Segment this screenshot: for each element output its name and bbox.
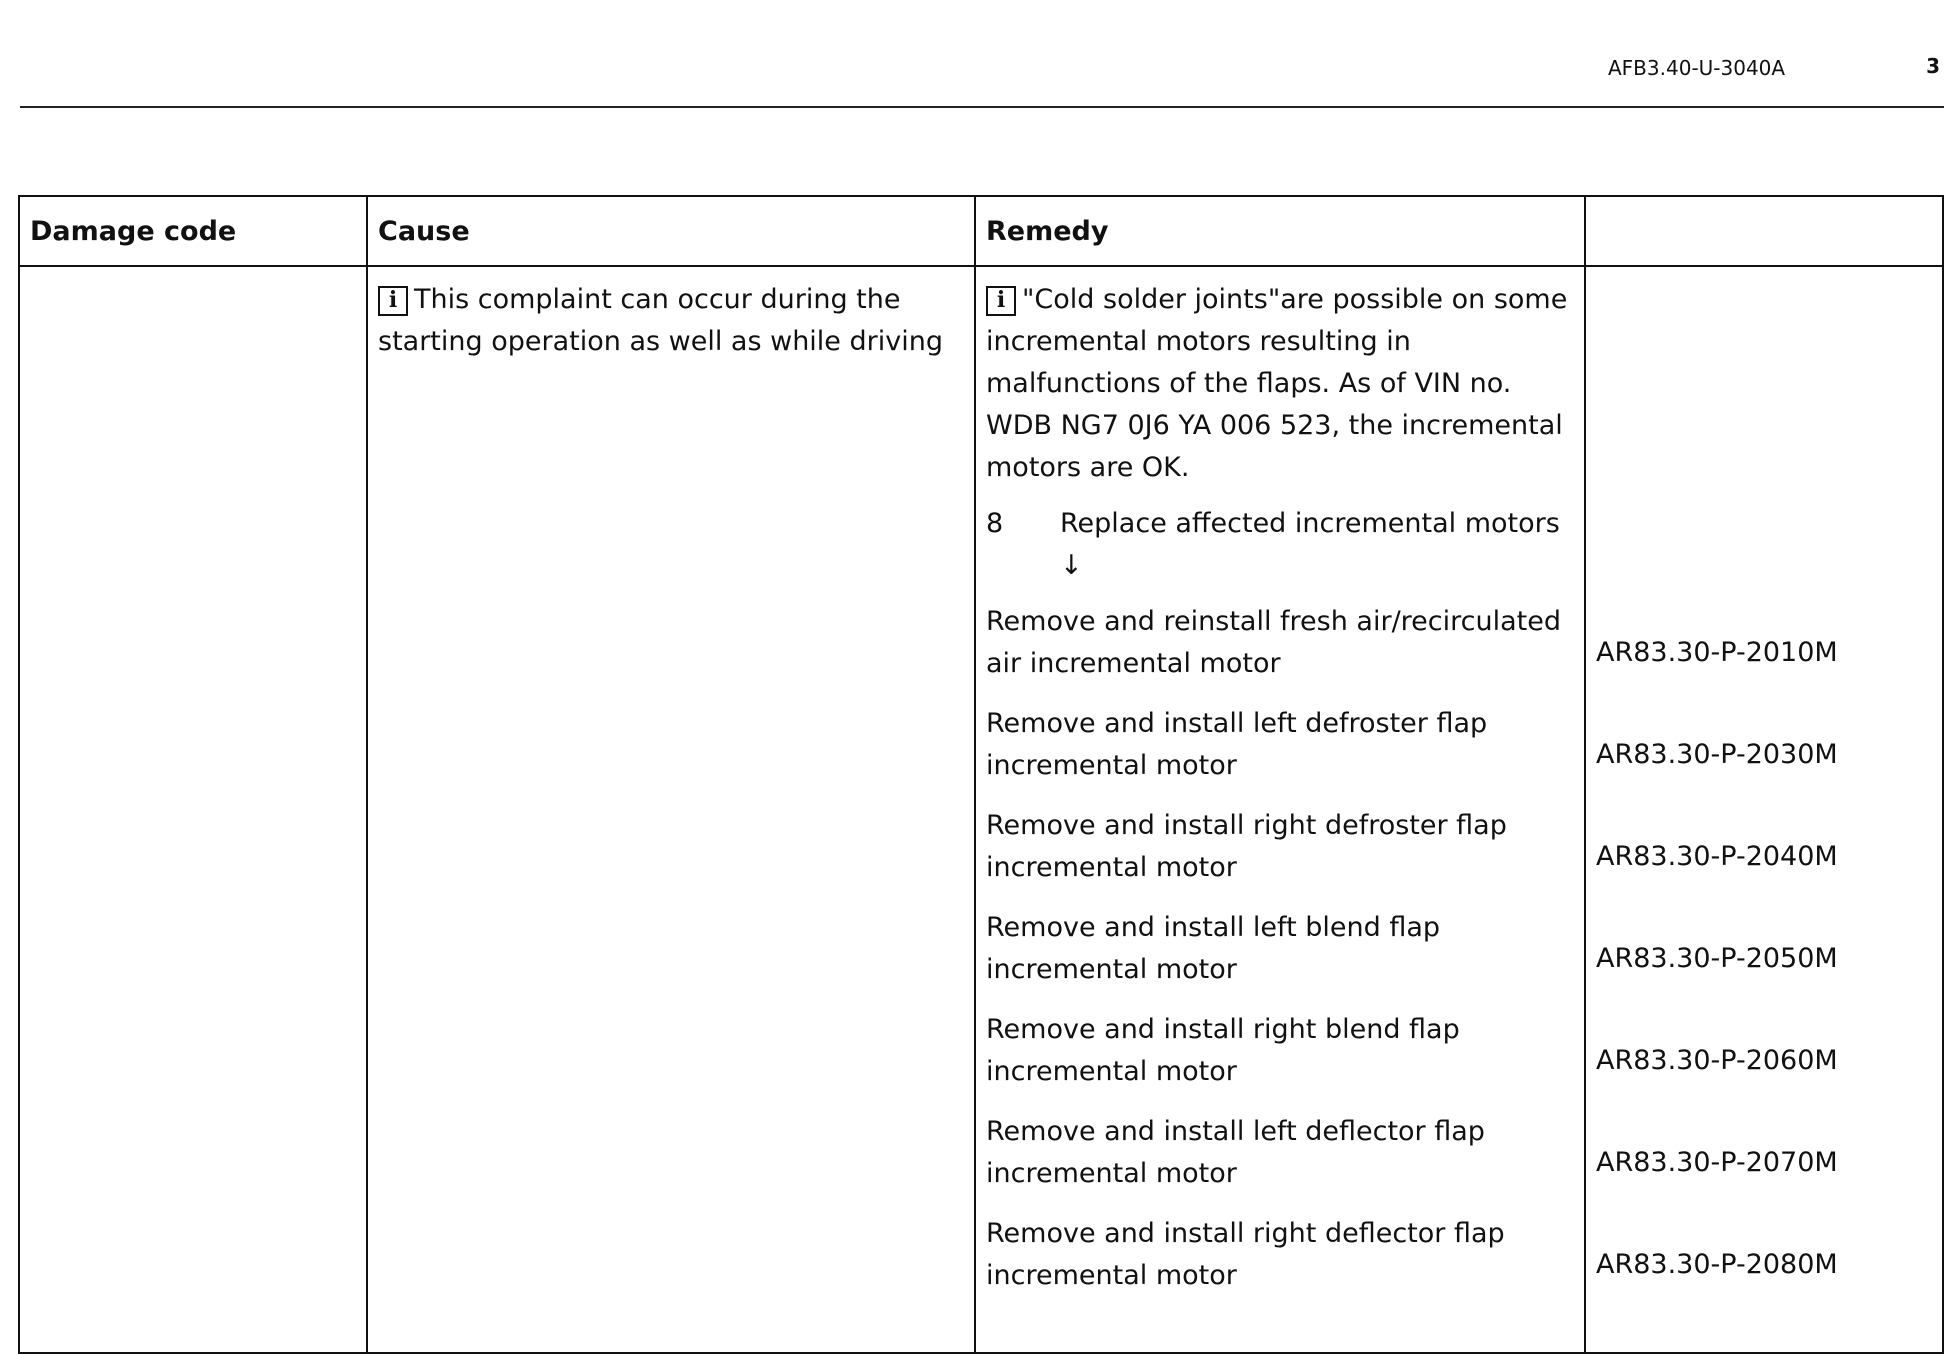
damage-code-cell (19, 266, 367, 1353)
info-icon: i (986, 286, 1016, 316)
document-code: AFB3.40-U-3040A (1608, 56, 1786, 80)
reference-cell (1585, 266, 1943, 1353)
remedy-item: Remove and install right defroster flap incremental motor (986, 810, 1507, 883)
column-header-damage-code: Damage code (19, 196, 367, 266)
reference-link[interactable]: AR83.30-P-2010M (1596, 637, 1838, 668)
remedy-cell (975, 266, 1585, 1353)
step-text: Replace affected incremental motors (1060, 508, 1560, 539)
table-row (19, 266, 1943, 1353)
cause-note-text: This complaint can occur during the starting operation as well as while driving (378, 284, 943, 357)
remedy-item: Remove and install right deflector flap incremental motor (986, 1218, 1505, 1291)
remedy-item: Remove and install right blend flap incremental motor (986, 1014, 1460, 1087)
remedy-step (986, 503, 1574, 587)
step-number: 8 (986, 508, 1004, 539)
reference-link[interactable]: AR83.30-P-2050M (1596, 943, 1838, 974)
remedy-note-text: "Cold solder joints"are possible on some incremental motors resulting in malfunctions of the flaps. As of VIN no. WDB NG7 0J6 YA 006 523, the incremental motors are OK. (986, 284, 1568, 483)
column-header-reference (1585, 196, 1943, 266)
down-arrow-icon: ↓ (1060, 550, 1083, 581)
remedy-item: Remove and reinstall fresh air/recirculated air incremental motor (986, 606, 1561, 679)
remedy-note (986, 279, 1574, 489)
remedy-item: Remove and install left deflector flap incremental motor (986, 1116, 1485, 1189)
column-header-remedy: Remedy (975, 196, 1585, 266)
remedy-item: Remove and install left blend flap incremental motor (986, 912, 1441, 985)
info-icon: i (378, 286, 408, 316)
reference-spacer (1596, 279, 1932, 618)
column-header-cause: Cause (367, 196, 975, 266)
table-header-row (19, 196, 1943, 266)
reference-link[interactable]: AR83.30-P-2070M (1596, 1147, 1838, 1178)
remedy-item: Remove and install left defroster flap incremental motor (986, 708, 1488, 781)
page-header (20, 56, 1944, 108)
reference-link[interactable]: AR83.30-P-2030M (1596, 739, 1838, 770)
reference-link[interactable]: AR83.30-P-2060M (1596, 1045, 1838, 1076)
reference-link[interactable]: AR83.30-P-2040M (1596, 841, 1838, 872)
step-text-wrap (1060, 503, 1574, 587)
reference-link[interactable]: AR83.30-P-2080M (1596, 1249, 1838, 1280)
cause-note (378, 279, 964, 363)
cause-cell (367, 266, 975, 1353)
page-number: 3 (1926, 54, 1940, 78)
diagnosis-table (18, 195, 1944, 1354)
